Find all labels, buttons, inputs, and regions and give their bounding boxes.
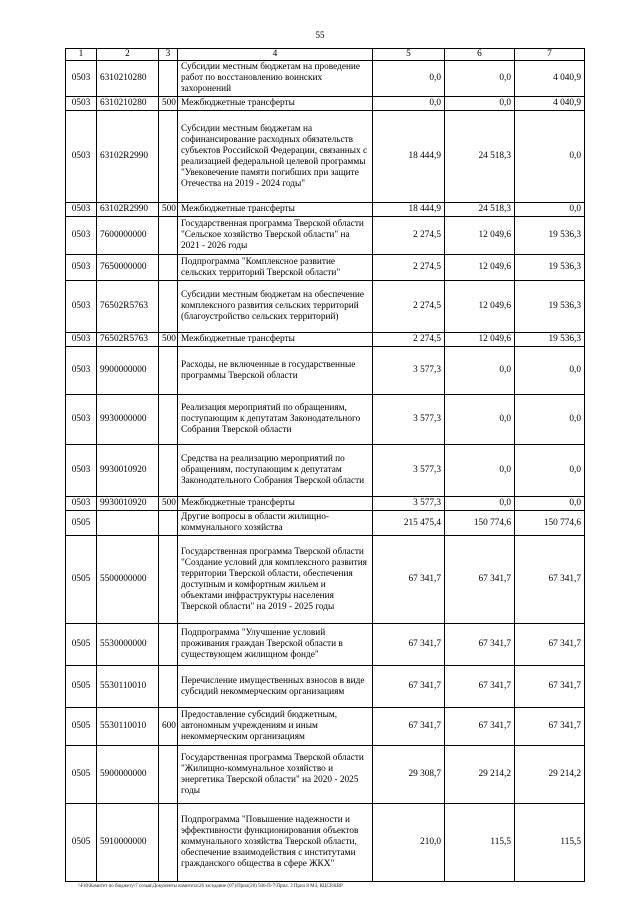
table-row	[66, 97, 585, 111]
table-row	[66, 511, 585, 536]
amount-year2-cell: 0,0	[445, 61, 515, 97]
section-code-cell: 0503	[66, 61, 97, 97]
amount-year3-cell: 0,0	[515, 497, 585, 511]
target-article-cell: 63102R2990	[97, 203, 159, 217]
amount-year1-cell: 3 577,3	[373, 445, 445, 497]
expense-type-cell	[159, 511, 178, 536]
section-code-cell: 0503	[66, 445, 97, 497]
expense-type-cell: 500	[159, 203, 178, 217]
section-code-cell: 0505	[66, 511, 97, 536]
description-cell: Подпрограмма "Комплексное развитие сельских территорий Тверской области"	[178, 255, 373, 281]
section-code-cell: 0503	[66, 347, 97, 395]
amount-year2-cell: 67 341,7	[445, 624, 515, 666]
amount-year3-cell: 0,0	[515, 445, 585, 497]
target-article-cell	[97, 511, 159, 536]
section-code-cell: 0503	[66, 203, 97, 217]
target-article-cell: 6310210280	[97, 97, 159, 111]
header-cell-6: 6	[445, 49, 515, 61]
expense-type-cell: 500	[159, 97, 178, 111]
amount-year3-cell: 19 536,3	[515, 333, 585, 347]
table-row	[66, 497, 585, 511]
description-cell: Расходы, не включенные в государственные программы Тверской области	[178, 347, 373, 395]
amount-year3-cell: 67 341,7	[515, 536, 585, 624]
amount-year1-cell: 18 444,9	[373, 111, 445, 203]
amount-year1-cell: 18 444,9	[373, 203, 445, 217]
expense-type-cell	[159, 395, 178, 445]
table-row	[66, 666, 585, 708]
expense-type-cell	[159, 281, 178, 333]
target-article-cell: 5530110010	[97, 666, 159, 708]
amount-year3-cell: 29 214,2	[515, 746, 585, 804]
amount-year3-cell: 67 341,7	[515, 708, 585, 746]
expense-type-cell	[159, 111, 178, 203]
amount-year3-cell: 0,0	[515, 203, 585, 217]
amount-year1-cell: 2 274,5	[373, 255, 445, 281]
description-cell: Предоставление субсидий бюджетным, автономным учреждениям и иным некоммерческим организациям	[178, 708, 373, 746]
section-code-cell: 0505	[66, 624, 97, 666]
table-header-row	[66, 49, 585, 61]
amount-year3-cell: 67 341,7	[515, 666, 585, 708]
description-cell: Межбюджетные трансферты	[178, 203, 373, 217]
amount-year3-cell: 19 536,3	[515, 255, 585, 281]
amount-year2-cell: 29 214,2	[445, 746, 515, 804]
amount-year3-cell: 4 040,9	[515, 61, 585, 97]
description-cell: Перечисление имущественных взносов в виде субсидий некоммерческим организациям	[178, 666, 373, 708]
amount-year1-cell: 67 341,7	[373, 536, 445, 624]
header-cell-7: 7	[515, 49, 585, 61]
target-article-cell: 63102R2990	[97, 111, 159, 203]
table-row	[66, 395, 585, 445]
target-article-cell: 9930010920	[97, 445, 159, 497]
amount-year1-cell: 215 475,4	[373, 511, 445, 536]
target-article-cell: 7650000000	[97, 255, 159, 281]
description-cell: Подпрограмма "Улучшение условий проживания граждан Тверской области в существующем жилищном фонде"	[178, 624, 373, 666]
description-cell: Государственная программа Тверской области "Сельское хозяйство Тверской области" на 2021 - 2026 годы	[178, 217, 373, 255]
amount-year2-cell: 0,0	[445, 97, 515, 111]
table-row	[66, 804, 585, 882]
target-article-cell: 76502R5763	[97, 333, 159, 347]
table-row	[66, 217, 585, 255]
amount-year1-cell: 67 341,7	[373, 666, 445, 708]
description-cell: Субсидии местным бюджетам на софинансирование расходных обязательств субъектов Российской Федерации, связанных с реализацией федеральной целевой программы "Увековечение памяти погибших при защите Отечества на 2019 - 2024 годы"	[178, 111, 373, 203]
target-article-cell: 9930000000	[97, 395, 159, 445]
header-cell-3: 3	[159, 49, 178, 61]
file-path-footer: \\Fs0\Комитет по бюджету\7 созыв\Документы комитета\26 заседание (07)\Прил(28) 506-П-7\Прил. 3 Прил 8 МЗ, КЦСР.КВР	[78, 884, 343, 889]
table-row	[66, 255, 585, 281]
amount-year2-cell: 12 049,6	[445, 217, 515, 255]
description-cell: Подпрограмма "Повышение надежности и эффективности функционирования объектов коммунального хозяйства Тверской области, обеспечение взаимодействия с институтами гражданского общества в сфере ЖКХ"	[178, 804, 373, 882]
amount-year2-cell: 12 049,6	[445, 281, 515, 333]
expense-type-cell	[159, 61, 178, 97]
table-row	[66, 61, 585, 97]
target-article-cell: 5530000000	[97, 624, 159, 666]
table-row	[66, 111, 585, 203]
header-cell-5: 5	[373, 49, 445, 61]
section-code-cell: 0503	[66, 111, 97, 203]
target-article-cell: 6310210280	[97, 61, 159, 97]
description-cell: Другие вопросы в области жилищно-коммунального хозяйства	[178, 511, 373, 536]
amount-year2-cell: 0,0	[445, 445, 515, 497]
amount-year2-cell: 67 341,7	[445, 708, 515, 746]
amount-year1-cell: 0,0	[373, 97, 445, 111]
page-number: 55	[315, 30, 325, 40]
description-cell: Государственная программа Тверской области "Жилищно-коммунальное хозяйство и энергетика Тверской области" на 2020 - 2025 годы	[178, 746, 373, 804]
description-cell: Субсидии местным бюджетам на обеспечение комплексного развития сельских территорий (благоустройство сельских территорий)	[178, 281, 373, 333]
amount-year2-cell: 12 049,6	[445, 255, 515, 281]
amount-year3-cell: 19 536,3	[515, 217, 585, 255]
amount-year1-cell: 29 308,7	[373, 746, 445, 804]
description-cell: Государственная программа Тверской области "Создание условий для комплексного развития территории Тверской области, обеспечения доступным и комфортным жильем и объектами инфраструктуры населения Тверской области" на 2019 - 2025 годы	[178, 536, 373, 624]
expense-type-cell	[159, 217, 178, 255]
table-row	[66, 333, 585, 347]
expense-type-cell	[159, 255, 178, 281]
amount-year3-cell: 19 536,3	[515, 281, 585, 333]
amount-year1-cell: 2 274,5	[373, 217, 445, 255]
amount-year1-cell: 3 577,3	[373, 497, 445, 511]
amount-year1-cell: 2 274,5	[373, 333, 445, 347]
target-article-cell: 9900000000	[97, 347, 159, 395]
amount-year1-cell: 67 341,7	[373, 708, 445, 746]
expense-type-cell: 600	[159, 708, 178, 746]
amount-year2-cell: 67 341,7	[445, 536, 515, 624]
amount-year2-cell: 0,0	[445, 347, 515, 395]
section-code-cell: 0505	[66, 746, 97, 804]
amount-year2-cell: 0,0	[445, 497, 515, 511]
table-row	[66, 281, 585, 333]
section-code-cell: 0503	[66, 395, 97, 445]
section-code-cell: 0503	[66, 333, 97, 347]
amount-year2-cell: 24 518,3	[445, 111, 515, 203]
expense-type-cell	[159, 666, 178, 708]
target-article-cell: 7600000000	[97, 217, 159, 255]
section-code-cell: 0503	[66, 255, 97, 281]
expense-type-cell: 500	[159, 497, 178, 511]
amount-year2-cell: 115,5	[445, 804, 515, 882]
expense-type-cell	[159, 804, 178, 882]
section-code-cell: 0503	[66, 497, 97, 511]
budget-table	[65, 48, 585, 882]
target-article-cell: 5910000000	[97, 804, 159, 882]
amount-year3-cell: 0,0	[515, 111, 585, 203]
section-code-cell: 0505	[66, 536, 97, 624]
expense-type-cell: 500	[159, 333, 178, 347]
target-article-cell: 9930010920	[97, 497, 159, 511]
amount-year3-cell: 115,5	[515, 804, 585, 882]
target-article-cell: 5530110010	[97, 708, 159, 746]
amount-year3-cell: 67 341,7	[515, 624, 585, 666]
table-row	[66, 624, 585, 666]
amount-year3-cell: 0,0	[515, 347, 585, 395]
amount-year1-cell: 2 274,5	[373, 281, 445, 333]
section-code-cell: 0505	[66, 804, 97, 882]
section-code-cell: 0505	[66, 708, 97, 746]
table-row	[66, 536, 585, 624]
amount-year2-cell: 0,0	[445, 395, 515, 445]
section-code-cell: 0505	[66, 666, 97, 708]
table-row	[66, 445, 585, 497]
amount-year2-cell: 12 049,6	[445, 333, 515, 347]
amount-year3-cell: 4 040,9	[515, 97, 585, 111]
description-cell: Реализация мероприятий по обращениям, поступающим к депутатам Законодательного Собрания Тверской области	[178, 395, 373, 445]
amount-year2-cell: 67 341,7	[445, 666, 515, 708]
header-cell-2: 2	[97, 49, 159, 61]
description-cell: Субсидии местным бюджетам на проведение работ по восстановлению воинских захоронений	[178, 61, 373, 97]
expense-type-cell	[159, 624, 178, 666]
amount-year1-cell: 3 577,3	[373, 347, 445, 395]
amount-year3-cell: 0,0	[515, 395, 585, 445]
expense-type-cell	[159, 445, 178, 497]
table-row	[66, 347, 585, 395]
target-article-cell: 5500000000	[97, 536, 159, 624]
section-code-cell: 0503	[66, 97, 97, 111]
expense-type-cell	[159, 347, 178, 395]
table-row	[66, 708, 585, 746]
expense-type-cell	[159, 746, 178, 804]
amount-year1-cell: 67 341,7	[373, 624, 445, 666]
section-code-cell: 0503	[66, 281, 97, 333]
description-cell: Средства на реализацию мероприятий по обращениям, поступающим к депутатам Законодательного Собрания Тверской области	[178, 445, 373, 497]
target-article-cell: 76502R5763	[97, 281, 159, 333]
amount-year2-cell: 150 774,6	[445, 511, 515, 536]
amount-year3-cell: 150 774,6	[515, 511, 585, 536]
table-row	[66, 746, 585, 804]
section-code-cell: 0503	[66, 217, 97, 255]
amount-year1-cell: 210,0	[373, 804, 445, 882]
amount-year1-cell: 3 577,3	[373, 395, 445, 445]
description-cell: Межбюджетные трансферты	[178, 97, 373, 111]
header-cell-4: 4	[178, 49, 373, 61]
amount-year1-cell: 0,0	[373, 61, 445, 97]
header-cell-1: 1	[66, 49, 97, 61]
expense-type-cell	[159, 536, 178, 624]
amount-year2-cell: 24 518,3	[445, 203, 515, 217]
description-cell: Межбюджетные трансферты	[178, 333, 373, 347]
target-article-cell: 5900000000	[97, 746, 159, 804]
description-cell: Межбюджетные трансферты	[178, 497, 373, 511]
table-row	[66, 203, 585, 217]
